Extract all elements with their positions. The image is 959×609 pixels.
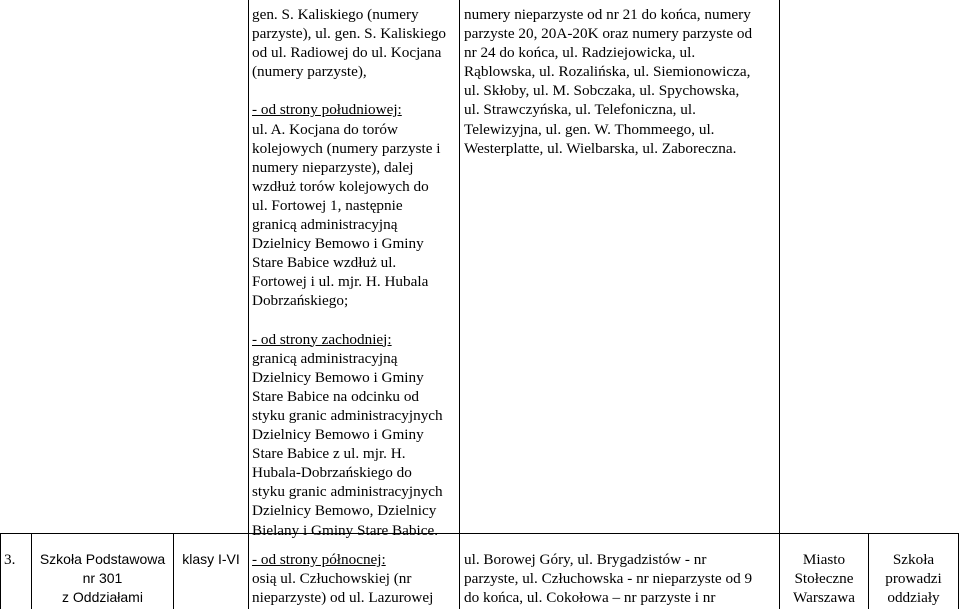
text-line: Stare Babice wzdłuż ul.: [252, 254, 397, 272]
text-line: Fortowej i ul. mjr. H. Hubala: [252, 273, 429, 291]
text-line: do końca, ul. Cokołowa – nr parzyste i nr: [464, 589, 716, 607]
text-line: Hubala-Dobrzańskiego do: [252, 464, 412, 482]
district-boundary-description: [252, 5, 458, 540]
school-name: [32, 550, 173, 607]
text-line: ul. Borowej Góry, ul. Brygadzistów - nr: [464, 551, 707, 568]
text-line: Stołeczne: [794, 570, 854, 588]
class-range-text: klasy I-VI: [182, 551, 240, 567]
text-line: parzyste), ul. gen. S. Kaliskiego: [252, 25, 447, 43]
text-line: ul. Strawczyńska, ul. Telefoniczna, ul.: [464, 101, 696, 119]
row-number-text: 3.: [4, 551, 16, 568]
text-line: Dzielnicy Bemowo i Gminy: [252, 368, 424, 386]
text-line: parzyste 20, 20A-20K oraz numery parzyste od: [464, 25, 753, 43]
text-line: prowadzi: [885, 570, 942, 588]
text-line: od ul. Radiowej do ul. Kocjana: [252, 44, 442, 62]
text-line: nr 24 do końca, ul. Radziejowicka, ul.: [464, 44, 696, 62]
text-line: Telewizyjna, ul. gen. W. Thommeego, ul.: [464, 120, 715, 138]
text-line: parzyste, ul. Człuchowska - nr nieparzyste od 9: [464, 570, 753, 588]
school-operator-note: [869, 550, 958, 607]
text-line: (numery parzyste),: [252, 63, 367, 81]
text-line: Bielany i Gminy Stare Babice.: [252, 521, 439, 539]
west-boundary-heading: - od strony zachodniej:: [252, 330, 392, 348]
text-line: Dzielnicy Bemowo, Dzielnicy: [252, 502, 437, 520]
table-border: [0, 533, 1, 609]
text-line: Dzielnicy Bemowo i Gminy: [252, 235, 424, 253]
table-border: [459, 533, 460, 609]
row-number: [4, 550, 30, 569]
text-line: styku granic administracyjnych: [252, 406, 443, 424]
text-line: granicą administracyjną: [252, 349, 398, 367]
table-border: [779, 0, 780, 533]
text-line: granicą administracyjną: [252, 216, 398, 234]
text-line: Szkoła Podstawowa: [39, 551, 166, 567]
text-line: Dzielnicy Bemowo i Gminy: [252, 426, 424, 444]
text-line: styku granic administracyjnych: [252, 483, 443, 501]
text-line: gen. S. Kaliskiego (numery: [252, 6, 419, 23]
text-line: Miasto: [802, 551, 846, 568]
street-list: [464, 550, 778, 607]
text-line: Szkoła: [892, 551, 935, 568]
table-border: [248, 0, 249, 533]
text-line: nr 301: [82, 570, 123, 587]
south-boundary-heading: - od strony południowej:: [252, 101, 402, 119]
governing-authority: [780, 550, 868, 607]
text-line: Warszawa: [792, 589, 856, 607]
text-line: Westerplatte, ul. Wielbarska, ul. Zaboreczna.: [464, 139, 737, 157]
text-line: z Oddziałami: [62, 589, 143, 606]
text-line: nieparzyste) od ul. Lazurowej: [252, 589, 434, 607]
class-range: [174, 550, 248, 569]
text-line: osią ul. Człuchowskiej (nr: [252, 570, 412, 588]
text-line: ul. Skłoby, ul. M. Sobczaka, ul. Spychowska,: [464, 82, 740, 100]
text-line: Rąblowska, ul. Rozalińska, ul. Siemionowicza,: [464, 63, 751, 81]
district-boundary-description: [252, 550, 458, 607]
north-boundary-heading: - od strony północnej:: [252, 551, 386, 568]
text-line: numery nieparzyste od nr 21 do końca, numery: [464, 6, 751, 23]
table-border: [248, 533, 249, 609]
text-line: Stare Babice z ul. mjr. H.: [252, 445, 406, 463]
table-border: [173, 533, 174, 609]
text-line: Dobrzańskiego;: [252, 292, 349, 310]
text-line: ul. Fortowej 1, następnie: [252, 196, 403, 214]
text-line: kolejowych (numery parzyste i: [252, 139, 441, 157]
text-line: oddziały: [887, 589, 940, 607]
text-line: numery nieparzyste), dalej: [252, 158, 414, 176]
table-border: [459, 0, 460, 533]
text-line: Stare Babice na odcinku od: [252, 387, 420, 405]
text-line: ul. A. Kocjana do torów: [252, 120, 398, 138]
street-list: [464, 5, 778, 158]
text-line: wzdłuż torów kolejowych do: [252, 177, 429, 195]
table-border: [0, 533, 959, 534]
